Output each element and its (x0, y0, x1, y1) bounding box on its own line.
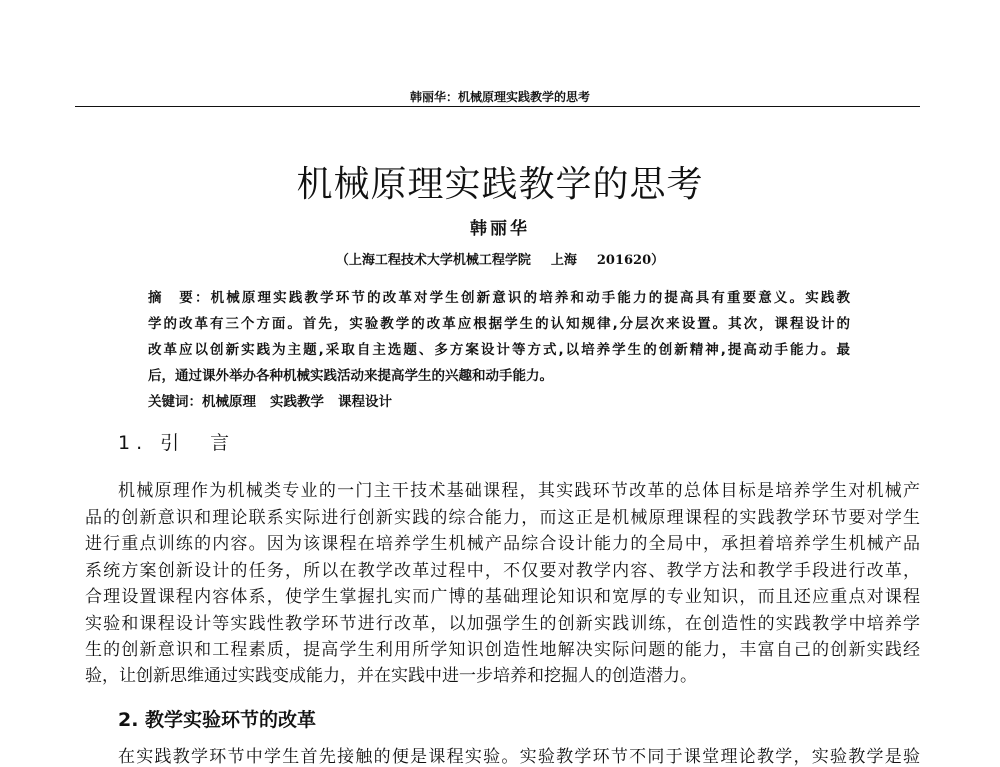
affiliation-postcode: 201620） (596, 253, 665, 268)
body-line: 生的创新意识和工程素质，提高学生利用所学知识创造性地解决实际问题的能力，丰富自己的创新实践经 (85, 640, 920, 660)
body-line: 机械原理作为机械类专业的一门主干技术基础课程，其实践环节改革的总体目标是培养学生对机械产 (118, 481, 920, 501)
keywords (148, 390, 850, 410)
running-header: 韩丽华：机械原理实践教学的思考 (409, 90, 590, 104)
body-line: 进行重点训练的内容。因为该课程在培养学生机械产品综合设计能力的全局中，承担着培养学生机械产品 (85, 534, 920, 554)
affiliation-institution: （上海工程技术大学机械工程学院 (335, 253, 531, 268)
abstract-line: 改革应以创新实践为主题,采取自主选题、多方案设计等方式,以培养学生的创新精神,提高动手能力。最 (148, 342, 850, 358)
affiliation-city: 上海 (550, 253, 577, 268)
author: 韩丽华 (470, 219, 530, 239)
keyword: 机械原理 (202, 394, 256, 410)
body-line: 在实践教学环节中学生首先接触的便是课程实验。实验教学环节不同于课堂理论教学，实验教学是验 (118, 747, 920, 767)
paper-title: 机械原理实践教学的思考 (296, 164, 704, 205)
keyword: 课程设计 (338, 394, 392, 410)
abstract-line: 学的改革有三个方面。首先，实验教学的改革应根据学生的认知规律,分层次来设置。其次，课程设计的 (148, 316, 850, 332)
abstract-line: 后，通过课外举办各种机械实践活动来提高学生的兴趣和动手能力。 (148, 368, 553, 384)
body-line: 实验和课程设计等实践性教学环节进行改革，以加强学生的创新实践训练，在创造性的实践教学中培养学 (85, 614, 920, 634)
section-heading-introduction: 1. 引 言 (118, 432, 236, 454)
section-heading-experiment-reform: 2. 教学实验环节的改革 (118, 709, 317, 731)
abstract-line: 摘 要：机械原理实践教学环节的改革对学生创新意识的培养和动手能力的提高具有重要意义。实践教 (148, 290, 850, 306)
affiliation (0, 249, 1000, 268)
keywords-label: 关键词： (148, 394, 202, 410)
header-rule (75, 106, 920, 107)
body-line: 合理设置课程内容体系，使学生掌握扎实而广博的基础理论知识和宽厚的专业知识，而且还应重点对课程 (85, 587, 920, 607)
body-line: 品的创新意识和理论联系实际进行创新实践的综合能力，而这正是机械原理课程的实践教学环节要对学生 (85, 508, 920, 528)
body-line: 验，让创新思维通过实践变成能力，并在实践中进一步培养和挖掘人的创造潜力。 (85, 666, 697, 686)
keyword: 实践教学 (270, 394, 324, 410)
body-line: 系统方案创新设计的任务，所以在教学改革过程中，不仅要对教学内容、教学方法和教学手段进行改革， (85, 561, 920, 581)
